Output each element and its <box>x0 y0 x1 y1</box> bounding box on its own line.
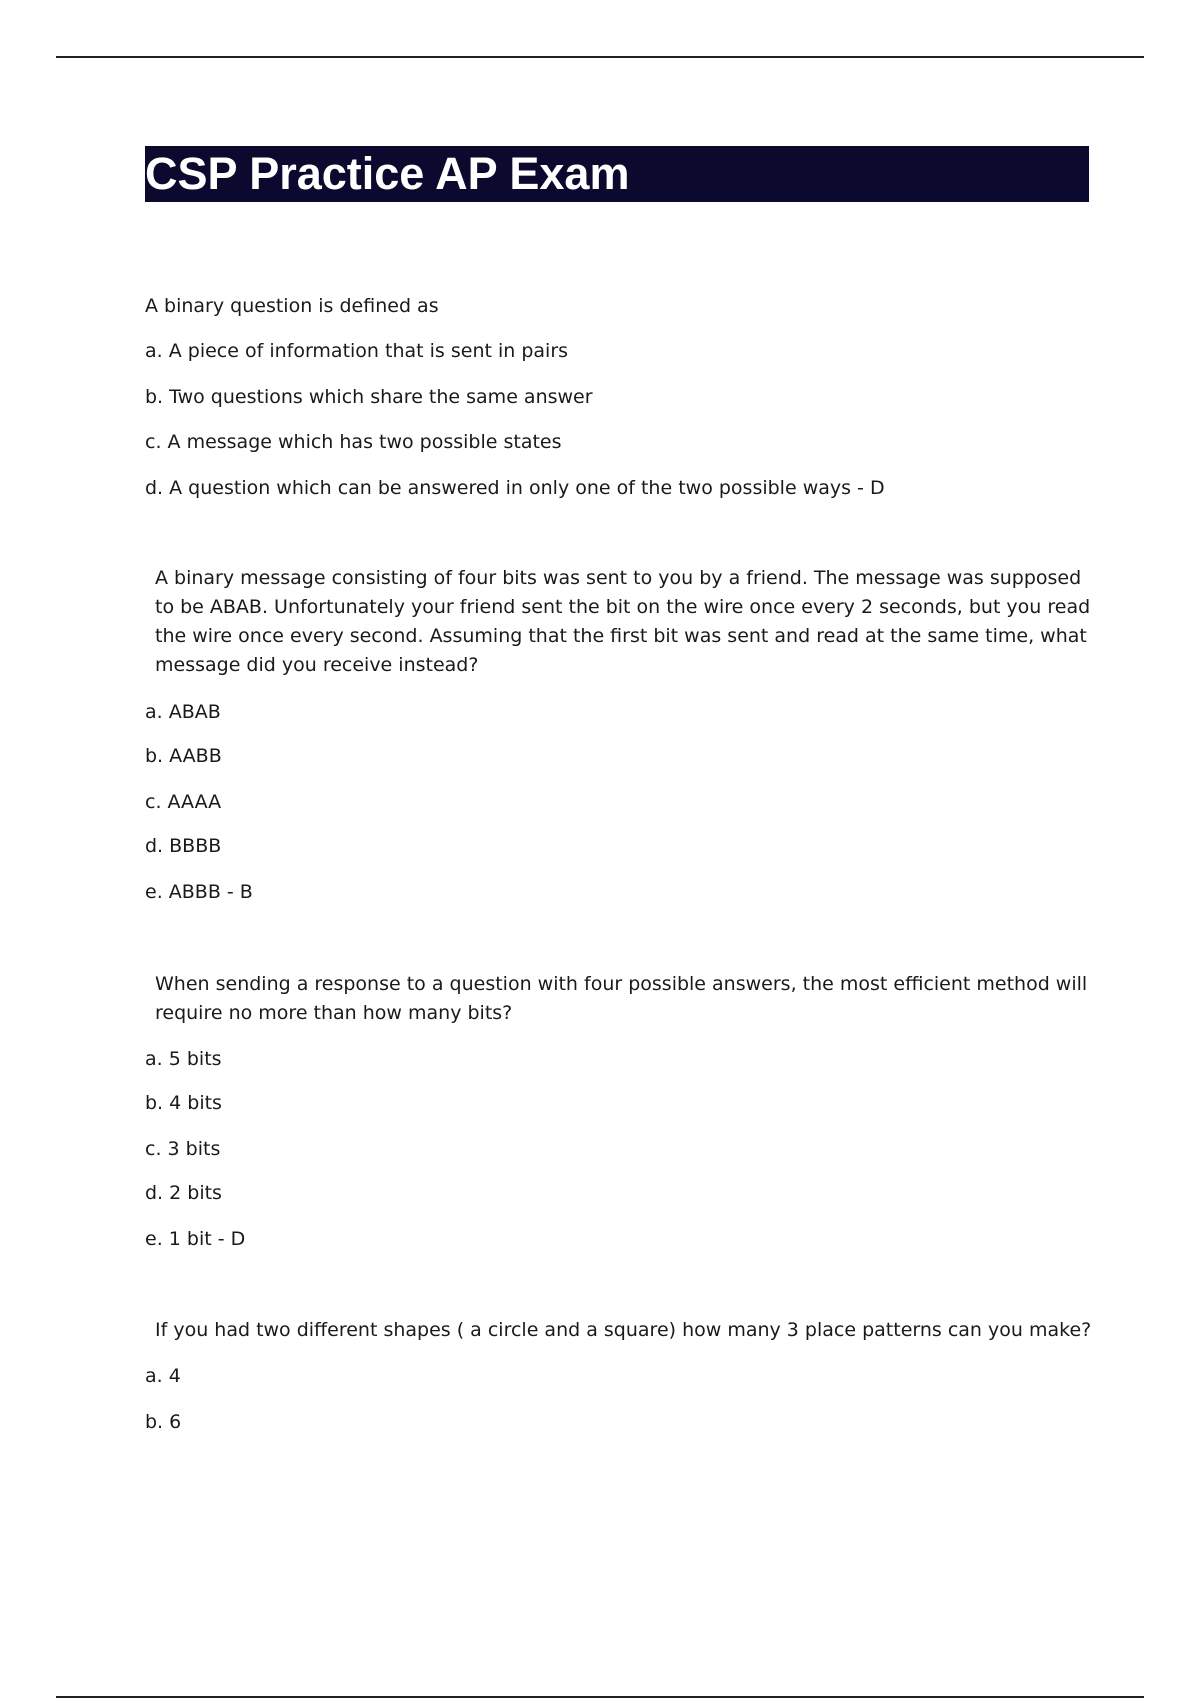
question-3-stem: When sending a response to a question with four possible answers, the most efficient method will require no more than how many bits? <box>155 973 1088 1024</box>
title-banner <box>145 146 1089 202</box>
question-4-option-a: a. 4 <box>145 1365 181 1387</box>
question-2-option-d: d. BBBB <box>145 835 222 857</box>
question-3-option-a: a. 5 bits <box>145 1048 222 1070</box>
question-3-option-d: d. 2 bits <box>145 1182 222 1204</box>
question-2-option-a: a. ABAB <box>145 701 221 723</box>
question-3-option-e: e. 1 bit - D <box>145 1228 246 1250</box>
question-1-option-b: b. Two questions which share the same answer <box>145 386 593 408</box>
bottom-rule <box>56 1696 1144 1698</box>
question-2-option-b: b. AABB <box>145 745 222 767</box>
question-4-option-b: b. 6 <box>145 1411 182 1433</box>
question-1-stem: A binary question is defined as <box>145 295 439 317</box>
question-3-option-b: b. 4 bits <box>145 1092 222 1114</box>
question-2-stem: A binary message consisting of four bits was sent to you by a friend. The message was supposed to be ABAB. Unfortunately your friend sent the bit on the wire once every 2 seconds, but you read the wire once every second. Assuming that the first bit was sent and read at the same time, what message did you receive instead? <box>155 567 1091 676</box>
question-1-option-c: c. A message which has two possible states <box>145 431 562 453</box>
question-2-option-c: c. AAAA <box>145 791 222 813</box>
question-4-stem: If you had two different shapes ( a circle and a square) how many 3 place patterns can you make? <box>155 1319 1092 1341</box>
page-title: CSP Practice AP Exam <box>145 148 630 199</box>
question-2-option-e: e. ABBB - B <box>145 881 253 903</box>
question-1-option-d: d. A question which can be answered in only one of the two possible ways - D <box>145 477 885 499</box>
question-1-option-a: a. A piece of information that is sent in pairs <box>145 340 569 362</box>
top-rule <box>56 56 1144 58</box>
question-3-option-c: c. 3 bits <box>145 1138 221 1160</box>
